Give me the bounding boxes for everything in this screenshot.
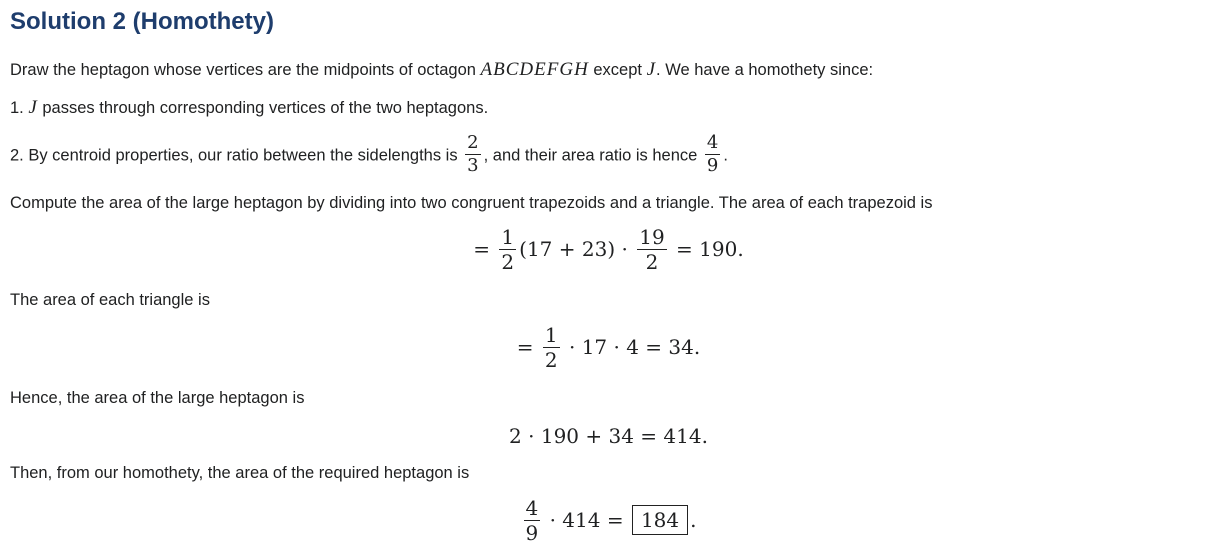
final-paragraph: Then, from our homothety, the area of the required heptagon is xyxy=(10,464,470,483)
fraction-numerator: 19 xyxy=(639,225,665,250)
math-run: . xyxy=(690,507,697,532)
fraction-one-half xyxy=(499,226,516,273)
fraction-numerator: 4 xyxy=(706,132,719,154)
fraction-numerator: 1 xyxy=(544,322,558,347)
triangle-paragraph: The area of each triangle is xyxy=(10,291,210,310)
math-point-j: J xyxy=(28,97,38,119)
fraction-denominator: 2 xyxy=(501,250,515,275)
text-run: , and their area ratio is hence xyxy=(483,146,702,165)
intro-paragraph xyxy=(10,58,1207,82)
list-item-1 xyxy=(10,96,1207,120)
math-run: = 190. xyxy=(669,237,744,262)
fraction-numerator: 4 xyxy=(525,495,539,520)
list-item-2 xyxy=(10,132,1207,178)
trapezoid-paragraph: Compute the area of the large heptagon by dividing into two congruent trapezoids and a triangle. The area of each trapezoid is xyxy=(10,193,933,212)
math-point-j: J xyxy=(646,58,657,80)
text-run: 2. By centroid properties, our ratio between the sidelengths is xyxy=(10,146,463,165)
text-run: 1. xyxy=(10,99,29,118)
fraction-denominator: 2 xyxy=(544,347,558,372)
math-run: (17 + 23) · xyxy=(519,237,635,262)
fraction-four-ninths xyxy=(524,497,541,544)
text-run: except xyxy=(588,60,647,79)
text-run: . We have a homothety since: xyxy=(656,60,874,79)
fraction-denominator: 9 xyxy=(525,520,539,544)
text-run: passes through corresponding vertices of the two heptagons. xyxy=(37,99,489,118)
fraction-nineteen-halves xyxy=(637,226,666,273)
math-run: 2 · 190 + 34 = 414. xyxy=(509,423,708,448)
final-answer-equation xyxy=(10,495,1207,544)
math-run: = xyxy=(473,237,497,262)
math-run: · 17 · 4 = 34. xyxy=(562,334,701,359)
fraction-denominator: 3 xyxy=(467,154,479,176)
boxed-answer: 184 xyxy=(632,505,688,535)
fraction-side-ratio xyxy=(465,133,480,176)
large-heptagon-equation xyxy=(10,424,1207,449)
math-octagon-label: ABCDEFGH xyxy=(480,58,589,80)
fraction-one-half xyxy=(543,324,560,371)
fraction-numerator: 2 xyxy=(467,132,479,154)
fraction-denominator: 2 xyxy=(637,249,666,273)
triangle-area-equation xyxy=(10,322,1207,373)
fraction-denominator: 9 xyxy=(706,154,719,176)
math-run: = xyxy=(516,334,540,359)
math-run: · 414 = xyxy=(543,507,630,532)
fraction-area-ratio xyxy=(705,133,720,176)
section-heading: Solution 2 (Homothety) xyxy=(10,8,274,35)
trapezoid-area-equation xyxy=(10,225,1207,275)
large-heptagon-paragraph: Hence, the area of the large heptagon is xyxy=(10,388,305,407)
fraction-numerator: 1 xyxy=(501,225,515,250)
text-run: . xyxy=(723,146,728,165)
text-run: Draw the heptagon whose vertices are the midpoints of octagon xyxy=(10,60,481,79)
